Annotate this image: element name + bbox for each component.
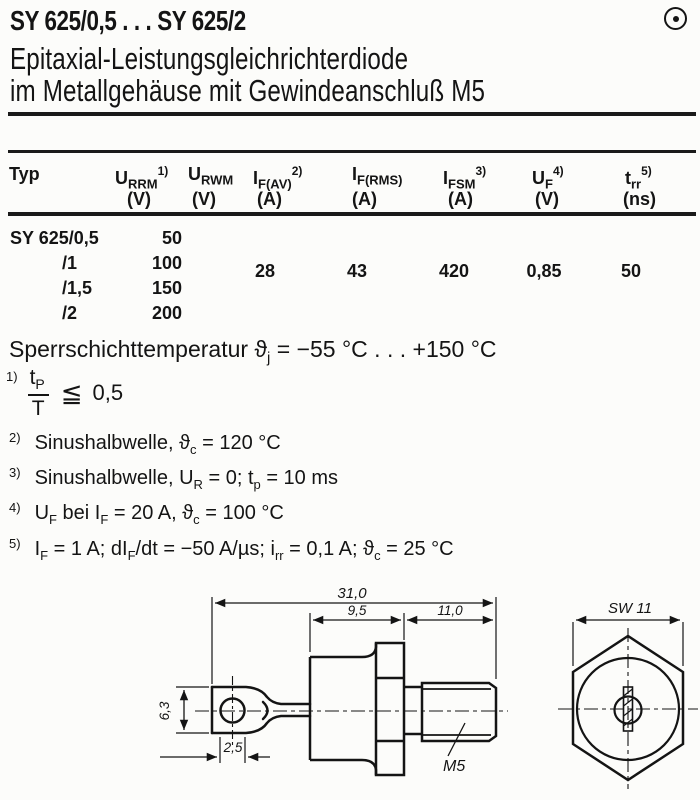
table-row-typ: /1	[62, 253, 78, 273]
unit-trr: (ns)	[623, 189, 656, 209]
footnote-marker: 5)	[9, 536, 21, 551]
footnote-marker: 1)	[6, 369, 18, 384]
dim-case-length: 9,5	[347, 603, 367, 618]
solder-tab-outline	[212, 687, 310, 733]
subtitle-line-1: Epitaxial-Leistungsgleichrichterdiode	[10, 41, 409, 76]
unit-urwm: (V)	[192, 189, 216, 209]
table-row-typ: /1,5	[62, 278, 93, 298]
theta-symbol: ϑ	[182, 502, 194, 524]
col-ifrms: $I_{F(RMS)}$	[352, 164, 403, 188]
unit-urrm: (V)	[127, 189, 151, 209]
junction-temperature-line: Sperrschichttemperatur $ϑ_j = -55$ °C . . . +150 °C	[9, 336, 497, 367]
table-cell-voltage: 50	[161, 228, 182, 248]
page-title: SY 625/0,5 . . . SY 625/2	[10, 5, 246, 36]
unit-ifav: (A)	[257, 189, 282, 209]
col-uf: $U_F^{4)}$	[532, 164, 564, 192]
dim-wrench-size: SW 11	[608, 600, 652, 617]
col-trr: $t_{rr}^{5)}$	[625, 164, 652, 192]
col-ifsm: $I_{FSM}^{3)}$	[443, 164, 487, 192]
table-cell-ifsm: 420	[438, 261, 470, 281]
col-ifav: $I_{F(AV)}^{2)}$	[253, 164, 303, 192]
theta-symbol: ϑ	[179, 432, 191, 454]
hex-flange	[376, 643, 404, 775]
circle-dot-icon	[664, 7, 687, 30]
footnote-marker: 2)	[9, 430, 21, 445]
footnote-marker: 3)	[9, 465, 21, 480]
table-cell-voltage: 100	[151, 253, 182, 273]
col-typ: Typ	[9, 164, 40, 184]
unit-ifsm: (A)	[448, 189, 473, 209]
theta-symbol: ϑ	[363, 538, 375, 560]
logo-dot	[673, 16, 679, 22]
end-view	[558, 600, 698, 789]
divider-top	[8, 112, 696, 116]
subtitle-line-2: im Metallgehäuse mit Gewindeanschluß M5	[10, 73, 486, 108]
dim-overall-length: 31,0	[337, 585, 367, 602]
theta-symbol: ϑ	[254, 336, 268, 362]
table-cell-trr: 50	[620, 261, 642, 281]
dimension-lines	[160, 603, 493, 757]
duty-cycle-fraction: $\frac{t_P}{T}$	[28, 367, 49, 420]
divider-table-header	[8, 212, 696, 216]
extension-lines	[176, 597, 496, 763]
table-cell-uf: 0,85	[526, 261, 562, 281]
footnote-5: $^{5)}$ $I_F = 1$ A; $dI_F/dt = -50$ A/µs; $i_{rr} = 0,1$ A; $ϑ_c = 25$ °C	[9, 536, 454, 563]
less-equal-symbol: ≦	[60, 377, 83, 408]
dim-hole-width: 2,5	[223, 740, 243, 755]
m5-leader-line	[448, 723, 465, 756]
footnote-marker: 4)	[9, 500, 21, 515]
unit-uf: (V)	[535, 189, 559, 209]
threaded-stud-outline	[404, 683, 496, 741]
thread-size-label: M5	[443, 758, 466, 775]
col-urrm: $U_{RRM}^{1)}$	[115, 164, 169, 192]
package-drawing	[140, 578, 700, 800]
table-cell-ifav: 28	[254, 261, 276, 281]
divider-table-top	[8, 150, 696, 153]
table-cell-voltage: 150	[151, 278, 182, 298]
table-row-typ: /2	[62, 303, 78, 323]
dim-tab-height: 6,3	[157, 701, 172, 721]
unit-ifrms: (A)	[352, 189, 377, 209]
side-view	[157, 585, 508, 775]
table-cell-ifrms: 43	[346, 261, 368, 281]
case-outline	[310, 643, 404, 775]
footnote-2: $^{2)}$ Sinushalbwelle, $ϑ_c = 120$ °C	[9, 430, 281, 457]
col-urwm: $U_{RWM}$	[188, 164, 234, 188]
footnote-4: $^{4)}$ $U_F$ bei $I_F = 20$ A, $ϑ_c = 100$ °C	[9, 500, 284, 527]
table-row-typ: SY 625/0,5	[10, 228, 99, 248]
footnote-1: 1) $\frac{t_P}{T}$ ≦ 0,5	[6, 366, 124, 420]
dim-thread-length: 11,0	[437, 603, 463, 618]
table-cell-voltage: 200	[151, 303, 182, 323]
footnote-3: $^{3)}$ Sinushalbwelle, $U_R = 0$; $t_p = 10$ ms	[9, 465, 339, 492]
